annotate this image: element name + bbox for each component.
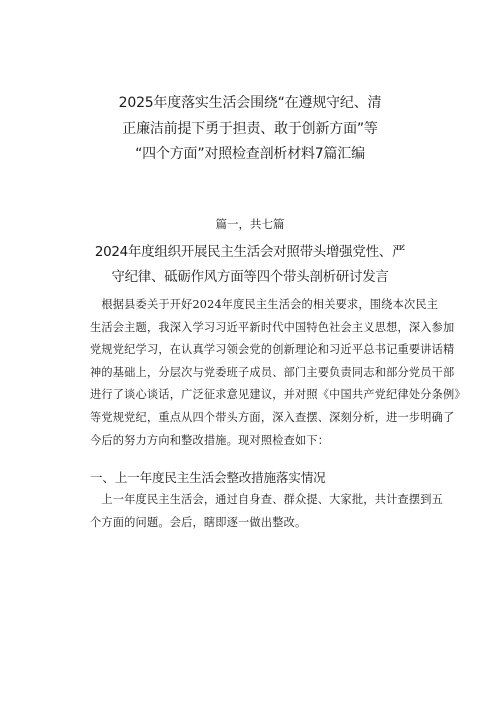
paragraph-line: 个方面的问题。会后，瞎即逐一做出整改。	[90, 515, 307, 529]
paragraph-line: 上一年度民主生活会，通过自身查、群众提、大家批，共计查摆到五	[90, 493, 444, 506]
paragraph-line: 神的基础上，分层次与党委班子成员、部门主要负责同志和部分党员干部	[90, 365, 455, 379]
title-line: 2025年度落实生活会围绕“在遵规守纪、清	[118, 95, 382, 111]
paragraph-2	[90, 489, 444, 534]
title-line: “四个方面”对照检查剖析材料7篇汇编	[135, 146, 365, 162]
paragraph-line: 根据县委关于开好2024年度民主生活会的相关要求，围绕本次民主	[90, 298, 439, 311]
title-line: 正廉洁前提下勇于担责、敢于创新方面”等	[122, 120, 378, 137]
paragraph-line: 等党规党纪，重点从四个带头方面，深入查摆、深刻分析，进一步明确了	[90, 410, 455, 424]
section-title-line: 2024年度组织开展民主生活会对照带头增强党性、严	[94, 244, 406, 260]
paragraph-line: 生活会主题，我深入学习习近平新时代中国特色社会主义思想，深入参加	[90, 320, 455, 334]
section-heading: 一、上一年度民主生活会整改措施落实情况	[90, 470, 326, 485]
section-number: 篇一，共七篇	[215, 217, 285, 231]
paragraph-line: 今后的努力方向和整改措施。现对照检查如下：	[90, 433, 330, 447]
section-title-line: 守纪律、砥砺作风方面等四个带头剖析研讨发言	[111, 269, 389, 285]
paragraph-line: 党规党纪学习，在认真学习领会党的创新理论和习近平总书记重要讲话精	[90, 343, 455, 357]
paragraph-line: 进行了谈心谈话，广泛征求意见建议，并对照《中国共产党纪律处分条例》	[90, 388, 466, 402]
paragraph-1	[90, 294, 466, 452]
document-title	[60, 91, 440, 168]
section-title	[60, 240, 440, 290]
